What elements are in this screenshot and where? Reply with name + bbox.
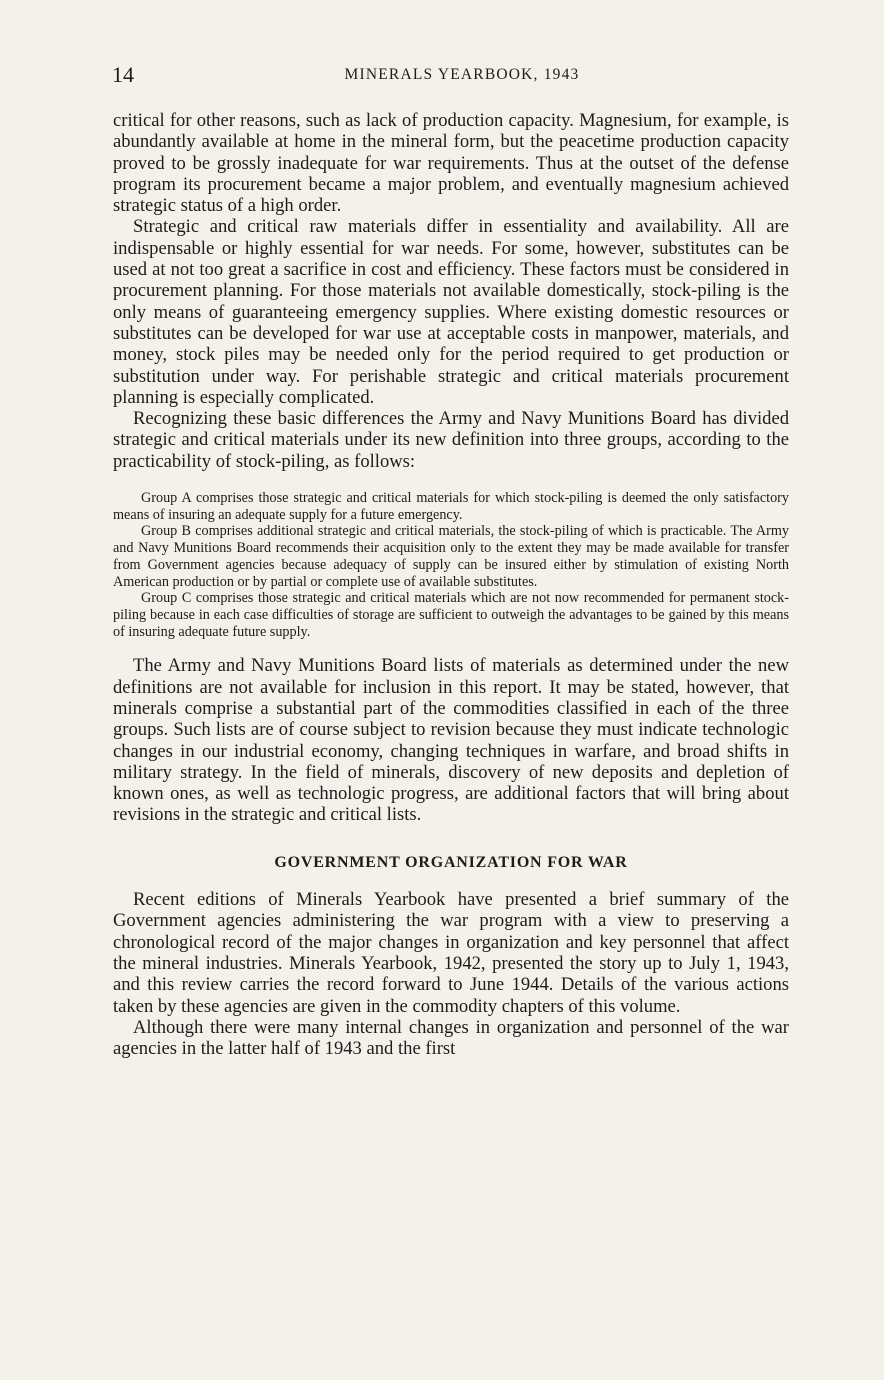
group-a-definition: Group A comprises those strategic and critical materials for which stock-piling is deemed the only satisfactory means of insuring an adequate supply for a future emergency.: [113, 490, 789, 523]
paragraph-magnesium: critical for other reasons, such as lack of production capacity. Magnesium, for example, is abundantly available at home in the mineral form, but the peacetime production capacity proved to be grossly inadequate for war requirements. Thus at the outset of the defense program its procurement became a major problem, and eventually magnesium achieved strategic status of a high order.: [113, 110, 789, 217]
group-definitions: [113, 490, 789, 640]
page-number: 14: [112, 62, 134, 87]
paragraph-although: Although there were many internal changes in organization and personnel of the war agencies in the latter half of 1943 and the first: [113, 1016, 789, 1060]
paragraph-recent-editions: Recent editions of Minerals Yearbook have presented a brief summary of the Government agencies administering the war program with a view to preserving a chronological record of the major changes in organization and key personnel that affect the mineral industries. Minerals Yearbook, 1942, presented the story up to July 1, 1943, and this review carries the record forward to June 1944. Details of the various actions taken by these agencies are given in the commodity chapters of this volume.: [113, 889, 789, 1017]
paragraph-recognizing: Recognizing these basic differences the Army and Navy Munitions Board has divided strategic and critical materials under its new definition into three groups, according to the practicability of stock-piling, as follows:: [113, 408, 789, 472]
running-title: MINERALS YEARBOOK, 1943: [344, 66, 580, 83]
paragraph-munitions-board-lists: The Army and Navy Munitions Board lists of materials as determined under the new definitions are not available for inclusion in this report. It may be stated, however, that minerals comprise a substantial part of the commodities classified in each of the three groups. Such lists are of course subject to revision because they must indicate technologic changes in our industrial economy, changing techniques in warfare, and broad shifts in military strategy. In the field of minerals, discovery of new deposits and depletion of known ones, as well as technologic progress, are additional factors that will bring about revisions in the strategic and critical lists.: [113, 655, 789, 826]
group-b-definition: Group B comprises additional strategic and critical materials, the stock-piling of which is practicable. The Army and Navy Munitions Board recommends their acquisition only to the extent they may be made available for transfer from Government agencies because adequacy of supply can be insured either by stimulation of existing North American production or by partial or complete use of available substitutes.: [113, 523, 789, 590]
paragraph-strategic-critical: Strategic and critical raw materials differ in essentiality and availability. All are indispensable or highly essential for war needs. For some, however, substitutes can be used at not too great a sacrifice in cost and efficiency. These factors must be considered in procurement planning. For those materials not available domestically, stock-piling is the only means of guaranteeing emergency supplies. Where existing domestic resources or substitutes can be developed for war use at acceptable costs in manpower, materials, and money, stock piles may be needed only for the period required to get production or substitution under way. For perishable strategic and critical materials procurement planning is especially complicated.: [113, 216, 789, 408]
page-header: [112, 62, 792, 90]
group-c-definition: Group C comprises those strategic and critical materials which are not now recommended for permanent stock-piling because in each case difficulties of storage are sufficient to outweigh the advantages to be gained by this means of insuring adequate future supply.: [113, 590, 789, 640]
body-text: [113, 110, 789, 1059]
section-heading: GOVERNMENT ORGANIZATION FOR WAR: [274, 853, 628, 871]
